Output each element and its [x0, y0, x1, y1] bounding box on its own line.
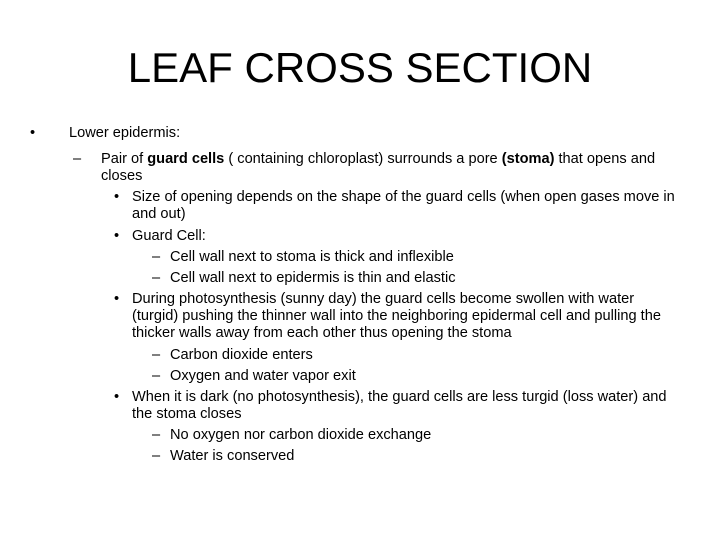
bullet-dark: When it is dark (no photosynthesis), the guard cells are less turgid (loss water) and the stoma closes — [132, 389, 667, 422]
slide-title: LEAF CROSS SECTION — [127, 44, 593, 91]
bullet-dash-icon: – — [152, 368, 161, 384]
bullet-carbon-dioxide: Carbon dioxide enters — [170, 347, 313, 363]
bullet-dot-icon: • — [114, 291, 120, 307]
bold-term-stoma: (stoma) — [501, 151, 555, 167]
text-segment: ( containing chloroplast) surrounds a pore — [224, 151, 502, 167]
bullet-cell-wall-stoma: Cell wall next to stoma is thick and inflexible — [170, 249, 454, 265]
bullet-guard-cells — [101, 151, 683, 185]
bullet-dash-icon: – — [152, 249, 161, 265]
bullet-guard-cell: Guard Cell: — [132, 228, 206, 244]
bullet-dot-icon: • — [114, 228, 120, 244]
bullet-dot-icon: • — [114, 389, 120, 405]
bullet-dash-icon: – — [152, 448, 161, 464]
bullet-dot-icon: • — [30, 125, 36, 141]
bullet-size-of-opening: Size of opening depends on the shape of the guard cells (when open gases move in and out) — [132, 189, 675, 222]
bullet-no-exchange: No oxygen nor carbon dioxide exchange — [170, 427, 432, 443]
bullet-dot-icon: • — [114, 189, 120, 205]
bullet-lower-epidermis: Lower epidermis: — [69, 125, 181, 141]
bold-term-guard-cells: guard cells — [147, 151, 225, 167]
bullet-dash-icon: – — [152, 270, 161, 286]
bullet-dash-icon: – — [152, 347, 161, 363]
bullet-oxygen-water: Oxygen and water vapor exit — [170, 368, 356, 384]
bullet-dash-icon: – — [152, 427, 161, 443]
bullet-photosynthesis: During photosynthesis (sunny day) the guard cells become swollen with water (turgid) pushing the thinner wall into the neighboring epidermal cell and pulling the thicker walls away from each other thus opening the stoma — [132, 291, 661, 341]
bullet-dash-icon: – — [73, 151, 82, 167]
bullet-water-conserved: Water is conserved — [170, 448, 295, 464]
text-segment: that opens and closes — [101, 151, 656, 184]
bullet-cell-wall-epidermis: Cell wall next to epidermis is thin and elastic — [170, 270, 456, 286]
text-segment: Pair of — [101, 151, 148, 167]
